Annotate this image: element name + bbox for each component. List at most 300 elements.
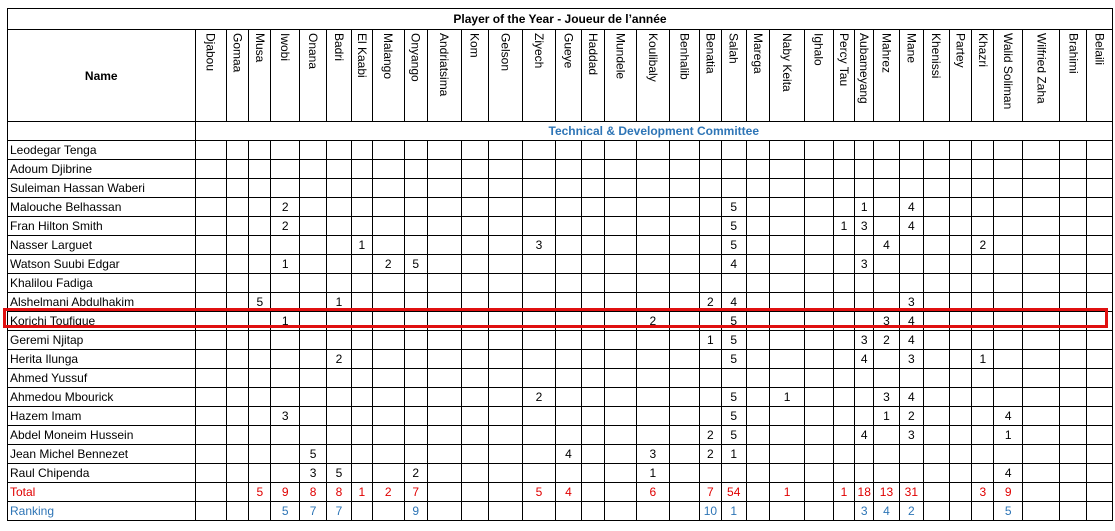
vote-cell — [604, 179, 636, 198]
vote-cell — [327, 236, 352, 255]
vote-cell — [923, 179, 949, 198]
vote-cell — [855, 388, 874, 407]
vote-cell — [461, 331, 488, 350]
vote-cell — [195, 445, 226, 464]
vote-cell — [721, 369, 746, 388]
vote-cell — [770, 369, 804, 388]
vote-cell — [372, 388, 404, 407]
player-column-header — [427, 30, 461, 122]
vote-cell — [770, 426, 804, 445]
vote-cell — [1087, 464, 1113, 483]
vote-cell — [522, 331, 555, 350]
player-column-header — [226, 30, 249, 122]
vote-cell — [556, 236, 582, 255]
vote-cell — [604, 198, 636, 217]
vote-cell — [226, 274, 249, 293]
vote-cell — [949, 369, 972, 388]
vote-cell — [271, 293, 300, 312]
vote-cell — [404, 236, 427, 255]
vote-cell — [581, 369, 604, 388]
vote-cell — [351, 141, 372, 160]
vote-cell — [923, 312, 949, 331]
vote-cell — [1023, 331, 1060, 350]
vote-cell — [195, 217, 226, 236]
vote-cell — [899, 160, 923, 179]
vote-cell — [949, 274, 972, 293]
vote-cell: 1 — [351, 483, 372, 502]
vote-cell — [372, 274, 404, 293]
vote-cell — [1023, 502, 1060, 521]
vote-cell: 3 — [874, 312, 900, 331]
vote-cell — [1087, 445, 1113, 464]
vote-cell: 3 — [855, 502, 874, 521]
vote-cell — [195, 293, 226, 312]
vote-cell: 2 — [899, 502, 923, 521]
vote-cell — [581, 160, 604, 179]
vote-cell — [1060, 160, 1087, 179]
vote-cell — [899, 464, 923, 483]
vote-cell — [1087, 426, 1113, 445]
player-name: Naby Keita — [780, 33, 795, 92]
vote-cell — [972, 426, 994, 445]
vote-cell — [855, 312, 874, 331]
vote-cell — [604, 255, 636, 274]
vote-cell — [271, 388, 300, 407]
vote-cell — [427, 274, 461, 293]
vote-cell: 31 — [899, 483, 923, 502]
vote-cell — [427, 464, 461, 483]
vote-cell — [488, 388, 522, 407]
table-title: Player of the Year - Joueur de l’année — [8, 9, 1113, 30]
player-column-header — [327, 30, 352, 122]
vote-cell: 4 — [994, 464, 1023, 483]
vote-cell — [855, 293, 874, 312]
vote-cell — [488, 255, 522, 274]
vote-cell: 3 — [522, 236, 555, 255]
vote-cell — [488, 198, 522, 217]
vote-cell — [746, 198, 770, 217]
vote-cell — [327, 198, 352, 217]
vote-cell — [1087, 331, 1113, 350]
vote-cell — [488, 502, 522, 521]
vote-cell — [327, 445, 352, 464]
vote-cell — [1023, 445, 1060, 464]
vote-cell — [427, 445, 461, 464]
vote-cell — [923, 483, 949, 502]
vote-cell — [488, 483, 522, 502]
vote-cell — [404, 293, 427, 312]
vote-cell — [488, 369, 522, 388]
table-row — [8, 217, 1113, 236]
player-name: Musa — [252, 33, 267, 63]
vote-cell — [1023, 407, 1060, 426]
table-row-label: Jean Michel Bennezet — [8, 445, 196, 464]
vote-cell — [604, 141, 636, 160]
player-name: Benhalib — [677, 33, 692, 80]
vote-cell — [604, 502, 636, 521]
vote-cell — [746, 464, 770, 483]
vote-cell — [855, 464, 874, 483]
vote-cell — [604, 236, 636, 255]
vote-cell — [700, 274, 722, 293]
table-row-label: Hazem Imam — [8, 407, 196, 426]
vote-cell — [700, 160, 722, 179]
vote-cell — [522, 160, 555, 179]
vote-cell — [604, 312, 636, 331]
vote-cell — [899, 236, 923, 255]
table-row — [8, 236, 1113, 255]
vote-cell — [226, 445, 249, 464]
vote-cell — [923, 141, 949, 160]
vote-cell — [949, 388, 972, 407]
total-row-label: Total — [8, 483, 196, 502]
vote-cell — [972, 198, 994, 217]
vote-cell: 3 — [972, 483, 994, 502]
vote-cell — [604, 369, 636, 388]
vote-cell — [669, 293, 699, 312]
vote-cell — [833, 312, 855, 331]
vote-cell — [300, 312, 327, 331]
vote-cell — [226, 388, 249, 407]
vote-cell — [271, 464, 300, 483]
vote-cell: 4 — [874, 236, 900, 255]
vote-cell: 5 — [721, 388, 746, 407]
vote-cell — [923, 426, 949, 445]
vote-cell: 1 — [770, 388, 804, 407]
vote-cell: 3 — [636, 445, 669, 464]
vote-cell — [581, 255, 604, 274]
vote-cell — [522, 445, 555, 464]
vote-cell — [804, 255, 833, 274]
vote-cell — [1060, 198, 1087, 217]
vote-cell — [271, 274, 300, 293]
vote-cell — [581, 502, 604, 521]
vote-cell — [804, 407, 833, 426]
vote-cell — [372, 179, 404, 198]
vote-cell — [770, 179, 804, 198]
vote-cell — [195, 502, 226, 521]
vote-cell — [636, 160, 669, 179]
vote-cell — [351, 179, 372, 198]
vote-cell — [833, 141, 855, 160]
vote-cell — [226, 350, 249, 369]
vote-cell — [1087, 369, 1113, 388]
vote-cell — [372, 407, 404, 426]
vote-cell — [300, 407, 327, 426]
vote-cell — [249, 160, 271, 179]
vote-cell — [404, 141, 427, 160]
vote-cell — [1060, 350, 1087, 369]
vote-cell — [461, 464, 488, 483]
vote-cell — [994, 369, 1023, 388]
vote-cell — [833, 350, 855, 369]
vote-cell — [923, 369, 949, 388]
vote-cell — [372, 198, 404, 217]
vote-cell — [1023, 198, 1060, 217]
vote-cell — [949, 293, 972, 312]
player-name: Belaili — [1092, 33, 1107, 66]
vote-cell — [427, 255, 461, 274]
vote-cell — [249, 198, 271, 217]
vote-cell — [994, 160, 1023, 179]
table-row — [8, 198, 1113, 217]
player-column-header — [1023, 30, 1060, 122]
vote-cell — [195, 160, 226, 179]
vote-cell — [669, 483, 699, 502]
vote-cell — [604, 407, 636, 426]
vote-cell — [195, 198, 226, 217]
vote-cell — [522, 274, 555, 293]
vote-cell — [874, 160, 900, 179]
player-name: Salah — [726, 33, 741, 64]
vote-cell: 1 — [721, 445, 746, 464]
vote-cell — [770, 236, 804, 255]
vote-cell — [351, 331, 372, 350]
vote-cell — [556, 255, 582, 274]
vote-cell — [833, 293, 855, 312]
vote-cell — [461, 407, 488, 426]
vote-cell — [249, 217, 271, 236]
vote-cell: 1 — [833, 217, 855, 236]
vote-cell — [581, 198, 604, 217]
vote-cell — [923, 160, 949, 179]
ranking-row — [8, 502, 1113, 521]
vote-cell — [972, 141, 994, 160]
table-row — [8, 141, 1113, 160]
vote-cell — [556, 350, 582, 369]
player-name: Ziyech — [531, 33, 546, 69]
vote-cell — [833, 464, 855, 483]
table-row-label: Fran Hilton Smith — [8, 217, 196, 236]
vote-cell — [372, 331, 404, 350]
vote-cell: 9 — [994, 483, 1023, 502]
vote-cell: 2 — [636, 312, 669, 331]
vote-cell — [972, 388, 994, 407]
vote-cell — [404, 445, 427, 464]
vote-cell: 4 — [855, 426, 874, 445]
vote-cell — [327, 179, 352, 198]
vote-cell — [1060, 445, 1087, 464]
vote-cell — [556, 217, 582, 236]
vote-cell: 2 — [327, 350, 352, 369]
vote-cell — [1023, 141, 1060, 160]
vote-cell: 1 — [972, 350, 994, 369]
player-column-header — [300, 30, 327, 122]
vote-cell — [1060, 179, 1087, 198]
player-name: Onyango — [408, 33, 423, 82]
vote-cell — [372, 464, 404, 483]
vote-cell — [746, 160, 770, 179]
vote-cell — [604, 426, 636, 445]
vote-cell — [351, 426, 372, 445]
vote-cell — [770, 407, 804, 426]
vote-cell — [604, 274, 636, 293]
player-column-header — [804, 30, 833, 122]
vote-cell — [923, 445, 949, 464]
vote-cell — [427, 369, 461, 388]
vote-cell — [833, 331, 855, 350]
vote-cell — [1060, 141, 1087, 160]
vote-cell — [972, 502, 994, 521]
vote-cell — [994, 293, 1023, 312]
table-row-label: Abdel Moneim Hussein — [8, 426, 196, 445]
vote-cell: 2 — [404, 464, 427, 483]
vote-cell: 5 — [721, 407, 746, 426]
vote-cell — [327, 274, 352, 293]
vote-cell — [327, 255, 352, 274]
vote-cell — [770, 293, 804, 312]
vote-cell — [226, 236, 249, 255]
vote-cell — [874, 255, 900, 274]
vote-cell — [327, 160, 352, 179]
vote-cell — [949, 160, 972, 179]
vote-cell — [923, 217, 949, 236]
vote-cell — [427, 198, 461, 217]
committee-label: Technical & Development Committee — [195, 122, 1112, 141]
vote-cell — [404, 179, 427, 198]
vote-cell — [855, 236, 874, 255]
player-name: Percy Tau — [837, 33, 852, 87]
player-column-header — [972, 30, 994, 122]
vote-cell — [195, 483, 226, 502]
table-row-label: Leodegar Tenga — [8, 141, 196, 160]
vote-cell — [700, 388, 722, 407]
vote-cell — [804, 350, 833, 369]
vote-cell — [636, 407, 669, 426]
vote-cell — [271, 445, 300, 464]
vote-cell: 13 — [874, 483, 900, 502]
player-column-header — [522, 30, 555, 122]
vote-cell — [1087, 141, 1113, 160]
vote-cell — [923, 388, 949, 407]
vote-cell — [700, 407, 722, 426]
player-column-header — [746, 30, 770, 122]
vote-cell: 5 — [994, 502, 1023, 521]
vote-cell — [770, 217, 804, 236]
vote-cell — [746, 369, 770, 388]
vote-cell — [195, 369, 226, 388]
vote-cell — [972, 445, 994, 464]
table-row-label: Alshelmani Abdulhakim — [8, 293, 196, 312]
vote-cell — [249, 312, 271, 331]
player-column-header — [833, 30, 855, 122]
vote-cell: 4 — [899, 388, 923, 407]
vote-cell — [1087, 255, 1113, 274]
vote-cell — [833, 198, 855, 217]
vote-cell — [604, 445, 636, 464]
vote-cell — [404, 331, 427, 350]
player-name: Onana — [306, 33, 321, 70]
vote-cell — [604, 350, 636, 369]
table-row-label: Suleiman Hassan Waberi — [8, 179, 196, 198]
vote-cell — [556, 502, 582, 521]
player-name: Ighalo — [811, 33, 826, 66]
vote-cell — [522, 426, 555, 445]
vote-cell — [461, 179, 488, 198]
vote-cell — [404, 350, 427, 369]
table-row — [8, 426, 1113, 445]
vote-cell — [404, 160, 427, 179]
vote-cell — [833, 179, 855, 198]
vote-cell — [746, 141, 770, 160]
vote-cell — [300, 160, 327, 179]
vote-cell — [746, 388, 770, 407]
vote-cell — [923, 331, 949, 350]
vote-cell — [804, 483, 833, 502]
vote-cell: 4 — [855, 350, 874, 369]
player-column-header — [949, 30, 972, 122]
player-column-header — [636, 30, 669, 122]
vote-cell — [746, 331, 770, 350]
vote-cell — [636, 331, 669, 350]
vote-cell — [327, 312, 352, 331]
vote-cell — [804, 160, 833, 179]
vote-cell — [226, 198, 249, 217]
vote-cell — [300, 369, 327, 388]
vote-cell — [522, 179, 555, 198]
vote-cell — [899, 179, 923, 198]
vote-cell — [994, 255, 1023, 274]
vote-cell — [1060, 274, 1087, 293]
vote-cell — [669, 179, 699, 198]
vote-cell — [949, 312, 972, 331]
vote-cell — [604, 217, 636, 236]
vote-cell — [833, 502, 855, 521]
vote-cell — [669, 312, 699, 331]
vote-cell — [855, 274, 874, 293]
table-row — [8, 274, 1113, 293]
vote-cell — [195, 141, 226, 160]
vote-cell — [770, 502, 804, 521]
vote-cell — [1023, 388, 1060, 407]
player-column-header — [604, 30, 636, 122]
vote-cell: 2 — [372, 483, 404, 502]
vote-cell — [1087, 217, 1113, 236]
vote-cell: 3 — [300, 464, 327, 483]
vote-cell: 3 — [899, 293, 923, 312]
table-row-label: Geremi Njitap — [8, 331, 196, 350]
vote-cell — [327, 217, 352, 236]
vote-cell — [461, 160, 488, 179]
vote-cell — [746, 217, 770, 236]
vote-cell — [899, 255, 923, 274]
table-row-label: Malouche Belhassan — [8, 198, 196, 217]
vote-cell — [427, 236, 461, 255]
vote-cell — [949, 141, 972, 160]
vote-cell: 3 — [874, 388, 900, 407]
vote-cell — [488, 445, 522, 464]
player-column-header — [721, 30, 746, 122]
vote-cell: 4 — [899, 312, 923, 331]
vote-cell — [300, 350, 327, 369]
vote-cell — [488, 312, 522, 331]
vote-cell — [669, 236, 699, 255]
table-row — [8, 179, 1113, 198]
vote-cell: 1 — [351, 236, 372, 255]
vote-cell: 5 — [249, 483, 271, 502]
vote-cell — [249, 369, 271, 388]
vote-cell — [972, 312, 994, 331]
vote-cell — [427, 483, 461, 502]
vote-cell — [972, 331, 994, 350]
vote-cell — [804, 464, 833, 483]
vote-cell — [804, 331, 833, 350]
vote-cell — [556, 141, 582, 160]
vote-cell: 2 — [700, 426, 722, 445]
vote-cell — [874, 217, 900, 236]
vote-cell — [804, 426, 833, 445]
vote-cell — [351, 160, 372, 179]
